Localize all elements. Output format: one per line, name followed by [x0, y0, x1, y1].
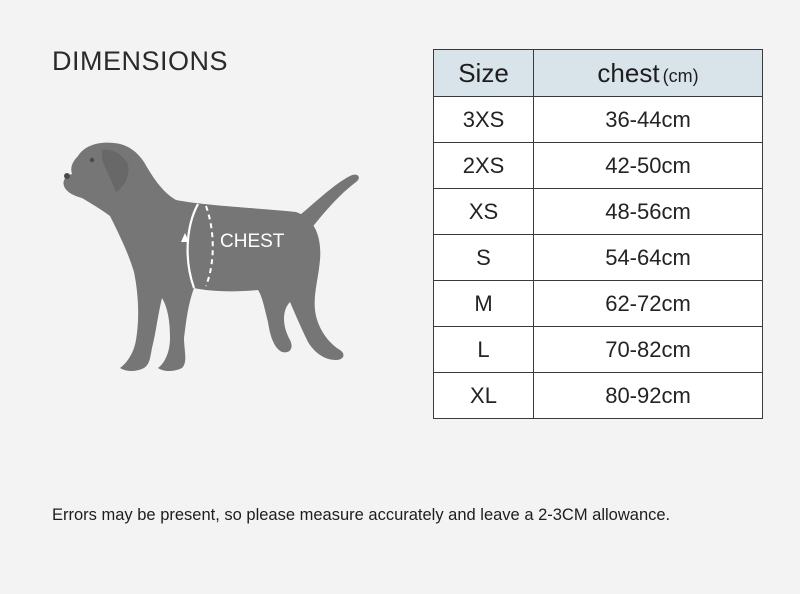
- size-cell: S: [434, 235, 534, 281]
- chest-cell: 80-92cm: [534, 373, 763, 419]
- dog-body: [63, 143, 358, 371]
- chest-label: CHEST: [220, 231, 285, 252]
- header-chest-label: chest: [597, 57, 660, 88]
- chest-cell: 42-50cm: [534, 143, 763, 189]
- chest-cell: 48-56cm: [534, 189, 763, 235]
- table-row: [434, 97, 763, 143]
- size-cell: 2XS: [434, 143, 534, 189]
- size-chart-table: [433, 49, 763, 419]
- table-header-row: [434, 50, 763, 97]
- table-row: [434, 189, 763, 235]
- table-row: [434, 281, 763, 327]
- dog-silhouette-illustration: [58, 136, 368, 376]
- header-chest: [534, 50, 763, 97]
- table-row: [434, 235, 763, 281]
- dog-eye: [90, 158, 94, 162]
- header-chest-unit: (cm): [662, 65, 699, 86]
- chest-cell: 36-44cm: [534, 97, 763, 143]
- chest-cell: 70-82cm: [534, 327, 763, 373]
- size-cell: XS: [434, 189, 534, 235]
- header-size: Size: [434, 50, 534, 97]
- table-row: [434, 143, 763, 189]
- dog-nose: [64, 173, 70, 179]
- measurement-note: Errors may be present, so please measure accurately and leave a 2-3CM allowance.: [52, 506, 671, 524]
- chest-cell: 54-64cm: [534, 235, 763, 281]
- page-title: DIMENSIONS: [52, 46, 229, 76]
- size-cell: 3XS: [434, 97, 534, 143]
- chest-cell: 62-72cm: [534, 281, 763, 327]
- size-cell: XL: [434, 373, 534, 419]
- size-cell: L: [434, 327, 534, 373]
- table-row: [434, 373, 763, 419]
- table-row: [434, 327, 763, 373]
- size-cell: M: [434, 281, 534, 327]
